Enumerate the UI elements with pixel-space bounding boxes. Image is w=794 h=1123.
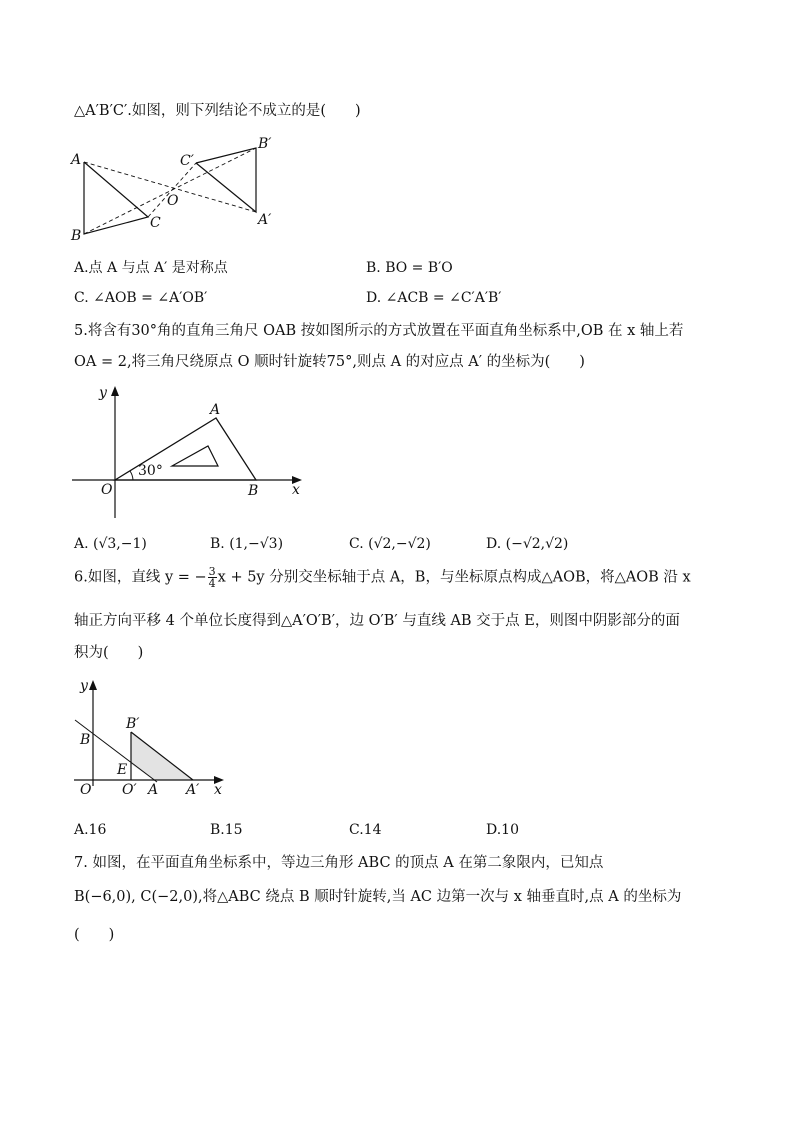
- q4-option-b: B. BO = B′O: [366, 260, 453, 276]
- q6-stem-line1: [74, 566, 691, 589]
- q5-option-d: D. (−√2,√2): [486, 536, 569, 552]
- q5-label-y: y: [99, 385, 107, 401]
- q7-stem-line1: 7. 如图，在平面直角坐标系中，等边三角形 ABC 的顶点 A 在第二象限内，已知点: [74, 855, 604, 871]
- q6-stem-line2: 轴正方向平移 4 个单位长度得到△A′O′B′，边 O′B′ 与直线 AB 交于点 E，则图中阴影部分的面: [74, 613, 680, 629]
- q6-label-B: B: [80, 732, 91, 748]
- q6-label-y: y: [80, 678, 88, 694]
- q7-stem-line2: B(−6,0), C(−2,0),将△ABC 绕点 B 顺时针旋转,当 AC 边第一次与 x 轴垂直时,点 A 的坐标为: [74, 889, 682, 905]
- q6-option-a: A.16: [74, 822, 107, 838]
- q4-label-B: B: [71, 228, 82, 244]
- q4-label-B-prime: B′: [258, 136, 272, 152]
- q4-option-c: C. ∠AOB = ∠A′OB′: [74, 290, 208, 306]
- q6-fraction: [208, 566, 217, 589]
- q5-stem-line1: 5.将含有30°角的直角三角尺 OAB 按如图所示的方式放置在平面直角坐标系中,OB 在 x 轴上若: [74, 323, 684, 339]
- q6-equation-suffix: x + 5y 分别交坐标轴于点 A，B，与坐标原点构成△AOB，将△AOB 沿 x: [217, 569, 691, 586]
- q6-label-A-prime: A′: [186, 782, 200, 798]
- q5-option-b: B. (1,−√3): [210, 536, 284, 552]
- q6-label-O-prime: O′: [122, 782, 137, 798]
- q4-label-O: O: [167, 193, 179, 209]
- q4-label-C-prime: C′: [180, 153, 194, 169]
- q6-option-c: C.14: [349, 822, 382, 838]
- q4-label-A: A: [71, 152, 82, 168]
- q6-option-b: B.15: [210, 822, 243, 838]
- q6-label-x: x: [214, 782, 222, 798]
- q5-option-c: C. (√2,−√2): [349, 536, 431, 552]
- q5-label-B: B: [248, 483, 259, 499]
- q4-figure: [60, 128, 290, 248]
- q4-label-A-prime: A′: [258, 212, 272, 228]
- q5-option-a: A. (√3,−1): [74, 536, 147, 552]
- q6-fraction-denominator: 4: [208, 577, 216, 590]
- q6-figure: [70, 674, 240, 804]
- q5-label-angle: 30°: [138, 463, 163, 479]
- q7-stem-line3: ( ): [74, 927, 115, 943]
- q4-label-C: C: [150, 215, 161, 231]
- q6-equation-prefix: 6.如图，直线 y = −: [74, 569, 207, 586]
- q5-label-A: A: [210, 402, 221, 418]
- q4-stem: △A′B′C′.如图，则下列结论不成立的是( ): [74, 103, 361, 119]
- q5-stem-line2: OA = 2,将三角尺绕原点 O 顺时针旋转75°,则点 A 的对应点 A′ 的坐标为( ): [74, 354, 585, 370]
- q6-stem-line3: 积为( ): [74, 645, 144, 661]
- q5-label-O: O: [101, 482, 113, 498]
- q4-option-d: D. ∠ACB = ∠C′A′B′: [366, 290, 502, 306]
- q5-figure: [70, 380, 310, 520]
- q5-label-x: x: [292, 482, 300, 498]
- q4-option-a: A.点 A 与点 A′ 是对称点: [74, 260, 228, 276]
- q6-label-A: A: [148, 782, 159, 798]
- q6-label-O: O: [80, 782, 92, 798]
- q6-option-d: D.10: [486, 822, 519, 838]
- q6-fraction-numerator: 3: [208, 565, 216, 578]
- q6-label-E: E: [117, 762, 128, 778]
- q6-label-B-prime: B′: [126, 716, 140, 732]
